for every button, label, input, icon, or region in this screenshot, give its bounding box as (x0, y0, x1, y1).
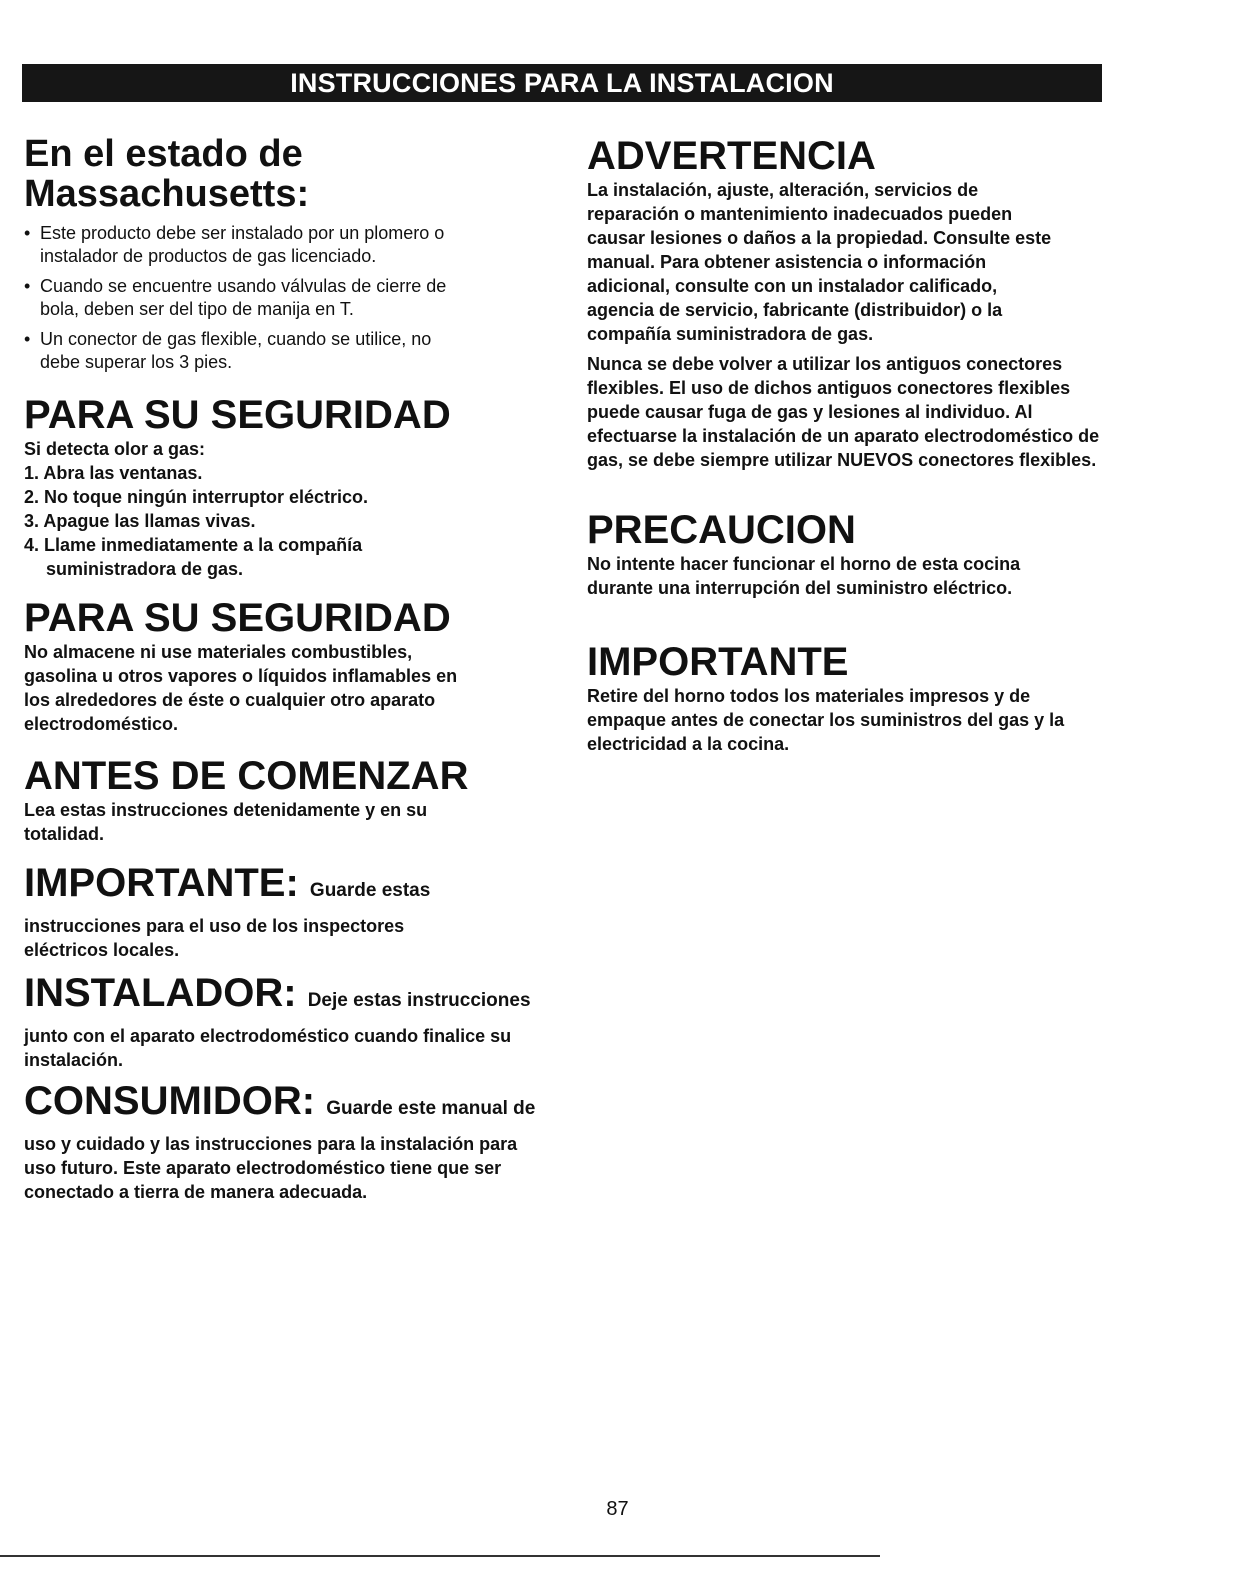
list-item: 4. Llame inmediatamente a la compañía suministradora de gas. (24, 535, 363, 579)
list-item: • Este producto debe ser instalado por un plomero o instalador de productos de gas licenciado. (24, 222, 474, 268)
list-item: 1. Abra las ventanas. (24, 463, 203, 483)
instalador-tail: Deje estas instrucciones (307, 990, 531, 1011)
footer-rule (0, 1555, 880, 1557)
instalador-title: INSTALADOR: (24, 971, 297, 1015)
consumidor-heading (24, 1078, 554, 1132)
list-item: 2. No toque ningún interruptor eléctrico. (24, 487, 369, 507)
advertencia-heading: ADVERTENCIA (587, 134, 876, 178)
page-header-banner: INSTRUCCIONES PARA LA INSTALACION (22, 64, 1102, 102)
seguridad-gas-section (24, 393, 554, 581)
list-item: 3. Apague las llamas vivas. (24, 511, 256, 531)
advertencia-text-2: Nunca se debe volver a utilizar los antiguos conectores flexibles. El uso de dichos antiguos conectores flexibles puede causar fuga de gas y lesiones al individuo. Al efectuarse la instalación de un aparato electrodoméstico de gas, se debe siempre utilizar NUEVOS conectores flexibles. (587, 354, 1100, 470)
importante-title: IMPORTANTE: (24, 861, 299, 905)
precaucion-heading: PRECAUCION (587, 508, 856, 552)
consumidor-section (24, 1078, 554, 1204)
antes-section (24, 754, 554, 846)
importante-tail: Guarde estas (309, 880, 431, 901)
list-item: • Un conector de gas flexible, cuando se utilice, no debe superar los 3 pies. (24, 328, 474, 374)
precaucion-section (587, 508, 1147, 600)
importante-text: Retire del horno todos los materiales impresos y de empaque antes de conectar los suministros del gas y la electricidad a la cocina. (587, 686, 1065, 754)
importante-text: instrucciones para el uso de los inspectores eléctricos locales. (24, 916, 405, 960)
seguridad-intro: Si detecta olor a gas: (24, 439, 206, 459)
advertencia-text-1: La instalación, ajuste, alteración, servicios de reparación o mantenimiento inadecuados pueden causar lesiones o daños a la propiedad. Consulte este manual. Para obtener asistencia o información adicional, consulte con un instalador calificado, agencia de servicio, fabricante (distribuidor) o la compañía suministradora de gas. (587, 180, 1052, 344)
precaucion-text: No intente hacer funcionar el horno de esta cocina durante una interrupción del suministro eléctrico. (587, 554, 1021, 598)
massachusetts-heading: En el estado de Massachusetts: (24, 133, 310, 215)
consumidor-tail: Guarde este manual de (326, 1098, 536, 1119)
list-item: • Cuando se encuentre usando válvulas de cierre de bola, deben ser del tipo de manija en T. (24, 275, 474, 321)
massachusetts-bullets (24, 222, 474, 374)
consumidor-text: uso y cuidado y las instrucciones para la instalación para uso futuro. Este aparato electrodoméstico tiene que ser conectado a tierra de manera adecuada. (24, 1134, 518, 1202)
massachusetts-section (24, 134, 554, 381)
advertencia-section (587, 134, 1147, 472)
seguridad-steps (24, 461, 424, 581)
instalador-heading (24, 970, 554, 1024)
importante-section (587, 640, 1147, 756)
consumidor-title: CONSUMIDOR: (24, 1079, 316, 1123)
seguridad-combustibles-section (24, 596, 554, 736)
seguridad-heading: PARA SU SEGURIDAD (24, 596, 451, 640)
importante-heading: IMPORTANTE (587, 640, 849, 684)
seguridad-heading: PARA SU SEGURIDAD (24, 393, 451, 437)
importante-heading (24, 860, 554, 914)
antes-heading: ANTES DE COMENZAR (24, 754, 469, 798)
seguridad-text: No almacene ni use materiales combustibles, gasolina u otros vapores o líquidos inflamables en los alrededores de éste o cualquier otro aparato electrodoméstico. (24, 642, 458, 734)
page-number: 87 (606, 1498, 629, 1520)
instalador-text: junto con el aparato electrodoméstico cuando finalice su instalación. (24, 1026, 512, 1070)
antes-text: Lea estas instrucciones detenidamente y en su totalidad. (24, 800, 428, 844)
importante-inspectores-section (24, 860, 554, 962)
instalador-section (24, 970, 554, 1072)
